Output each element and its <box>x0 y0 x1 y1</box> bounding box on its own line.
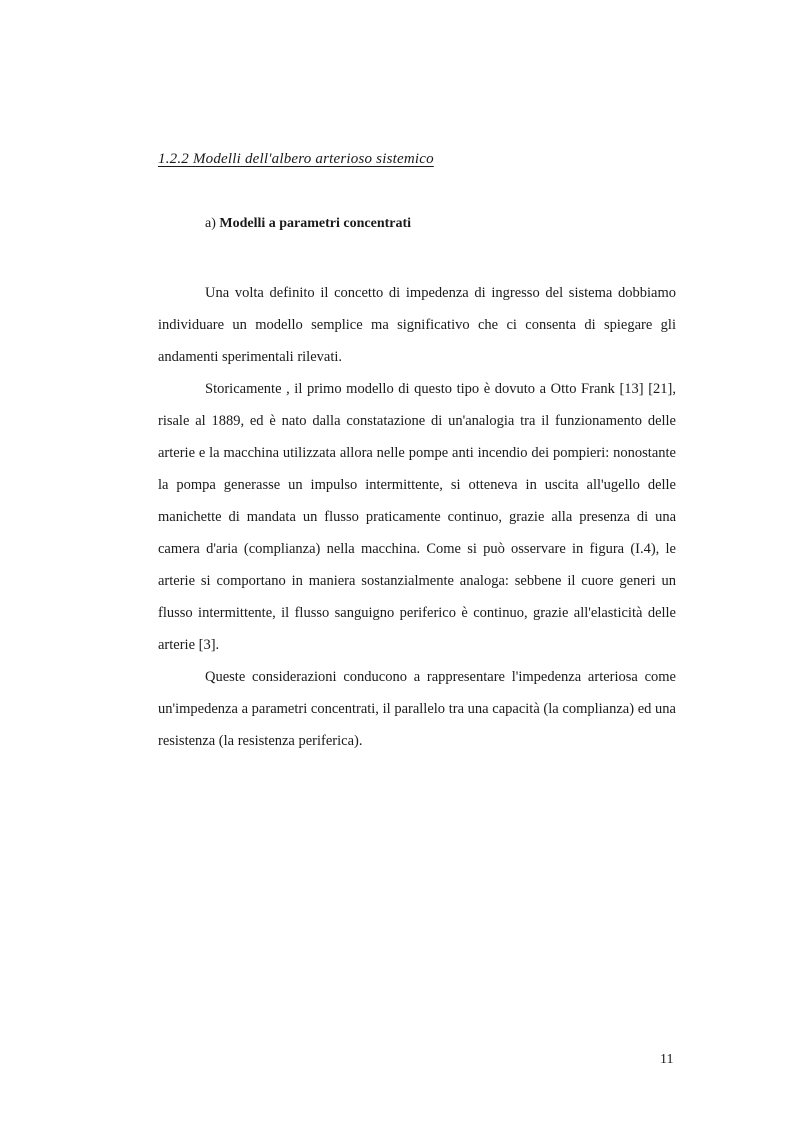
subsection-heading <box>205 216 411 232</box>
paragraph-lumped-parameters: Queste considerazioni conducono a rappresentare l'impedenza arteriosa come un'impedenza a parametri concentrati, il parallelo tra una capacità (la complianza) ed una resistenza (la resistenza periferica). <box>158 669 676 749</box>
body-text <box>158 277 676 757</box>
page-number: 11 <box>660 1052 674 1067</box>
subsection-prefix: a) <box>205 216 220 231</box>
subsection-title: Modelli a parametri concentrati <box>219 216 412 231</box>
paragraph-historical-model: Storicamente , il primo modello di questo tipo è dovuto a Otto Frank [13] [21], risale al 1889, ed è nato dalla constatazione di un'analogia tra il funzionamento delle arterie e la macchina utilizzata allora nelle pompe anti incendio dei pompieri: nonostante la pompa generasse un impulso intermittente, si otteneva in uscita all'ugello delle manichette di mandata un flusso praticamente continuo, grazie alla presenza di una camera d'aria (complianza) nella macchina. Come si può osservare in figura (I.4), le arterie si comportano in maniera sostanzialmente analoga: sebbene il cuore generi un flusso intermittente, il flusso sanguigno periferico è continuo, grazie all'elasticità delle arterie [3]. <box>158 381 676 653</box>
section-heading: 1.2.2 Modelli dell'albero arterioso sistemico <box>158 151 434 167</box>
paragraph-impedance-intro: Una volta definito il concetto di impedenza di ingresso del sistema dobbiamo individuare un modello semplice ma significativo che ci consenta di spiegare gli andamenti sperimentali rilevati. <box>158 285 676 365</box>
